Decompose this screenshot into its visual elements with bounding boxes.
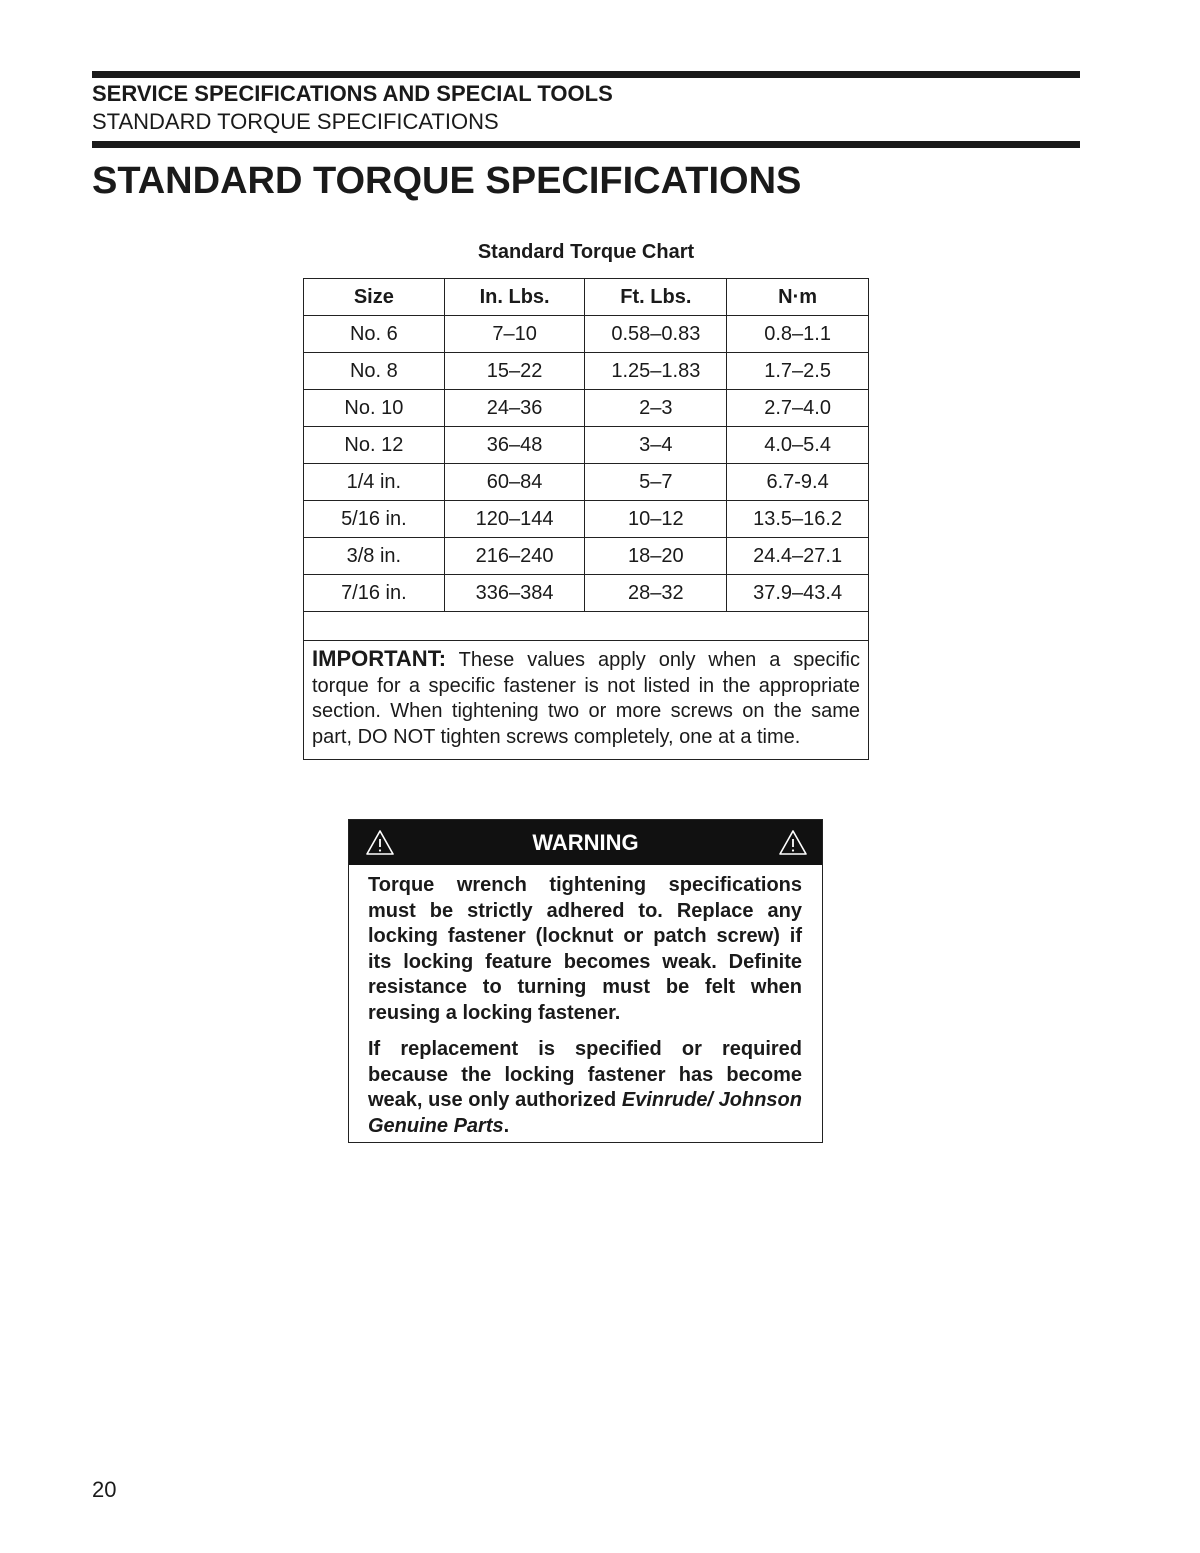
warning-triangle-icon: [365, 829, 395, 856]
warning-paragraph-end: .: [503, 1114, 510, 1137]
table-row: [304, 464, 869, 501]
warning-paragraph-text: If replacement is specified or required because the locking fastener has become weak, use only authorized: [368, 1038, 802, 1111]
table-cell: 1/4 in.: [304, 464, 445, 501]
table-cell: 1.7–2.5: [727, 353, 869, 390]
table-cell: 10–12: [585, 501, 727, 538]
table-cell: 0.58–0.83: [585, 316, 727, 353]
table-cell: 1.25–1.83: [585, 353, 727, 390]
table-cell: 0.8–1.1: [727, 316, 869, 353]
warning-paragraph: [368, 1037, 802, 1139]
table-cell: 216–240: [444, 538, 585, 575]
table-note-row: [304, 641, 869, 760]
table-cell: 7–10: [444, 316, 585, 353]
table-row: [304, 538, 869, 575]
table-cell: 24.4–27.1: [727, 538, 869, 575]
column-header-nm: N·m: [727, 279, 869, 316]
column-header-ft-lbs: Ft. Lbs.: [585, 279, 727, 316]
table-row: [304, 575, 869, 612]
header-rule-bottom: [92, 141, 1080, 148]
table-cell: 2–3: [585, 390, 727, 427]
header-rule-top: [92, 71, 1080, 78]
table-cell: 60–84: [444, 464, 585, 501]
table-cell: 36–48: [444, 427, 585, 464]
table-cell: 5–7: [585, 464, 727, 501]
warning-header: [349, 820, 822, 865]
warning-paragraph: Torque wrench tightening specifications must be strictly adhered to. Replace any locking fastener (locknut or patch screw) if its locking feature becomes weak. Definite resistance to turning must be felt when reusing a locking fastener.: [368, 874, 802, 1024]
table-cell: No. 8: [304, 353, 445, 390]
column-header-size: Size: [304, 279, 445, 316]
table-cell: No. 12: [304, 427, 445, 464]
table-cell: 4.0–5.4: [727, 427, 869, 464]
important-label: IMPORTANT:: [312, 646, 447, 671]
subsection-title: STANDARD TORQUE SPECIFICATIONS: [92, 109, 499, 134]
table-cell: 37.9–43.4: [727, 575, 869, 612]
table-cell: 13.5–16.2: [727, 501, 869, 538]
important-text: These values apply only when a specific torque for a specific fastener is not listed in the appropriate section. When tightening two or more screws on the same part, DO NOT tighten screws completely, one at a time.: [312, 649, 860, 748]
warning-box: [348, 819, 823, 1143]
table-caption: Standard Torque Chart: [477, 241, 695, 263]
column-header-in-lbs: In. Lbs.: [444, 279, 585, 316]
table-header-row: [304, 279, 869, 316]
table-cell: 6.7-9.4: [727, 464, 869, 501]
table-cell: 24–36: [444, 390, 585, 427]
table-cell: 120–144: [444, 501, 585, 538]
table-row: [304, 316, 869, 353]
table-cell: No. 10: [304, 390, 445, 427]
table-cell: 3/8 in.: [304, 538, 445, 575]
table-spacer-cell: [304, 612, 869, 641]
section-title: SERVICE SPECIFICATIONS AND SPECIAL TOOLS: [92, 81, 613, 106]
important-note: [304, 641, 869, 760]
table-cell: 2.7–4.0: [727, 390, 869, 427]
table-row: [304, 501, 869, 538]
table-cell: 336–384: [444, 575, 585, 612]
table-cell: 28–32: [585, 575, 727, 612]
table-row: [304, 427, 869, 464]
page-title: STANDARD TORQUE SPECIFICATIONS: [92, 160, 802, 202]
warning-brand-emphasis: Evinrude/ Johnson Genuine Parts: [368, 1089, 802, 1137]
table-cell: 7/16 in.: [304, 575, 445, 612]
table-cell: 15–22: [444, 353, 585, 390]
torque-table: [303, 278, 869, 760]
table-row: [304, 390, 869, 427]
warning-triangle-icon: [778, 829, 808, 856]
table-spacer-row: [304, 612, 869, 641]
table-cell: 18–20: [585, 538, 727, 575]
warning-title: WARNING: [532, 829, 639, 855]
table-cell: 3–4: [585, 427, 727, 464]
warning-body: [349, 865, 822, 1139]
table-cell: No. 6: [304, 316, 445, 353]
page-number: 20: [92, 1477, 117, 1502]
table-row: [304, 353, 869, 390]
table-cell: 5/16 in.: [304, 501, 445, 538]
